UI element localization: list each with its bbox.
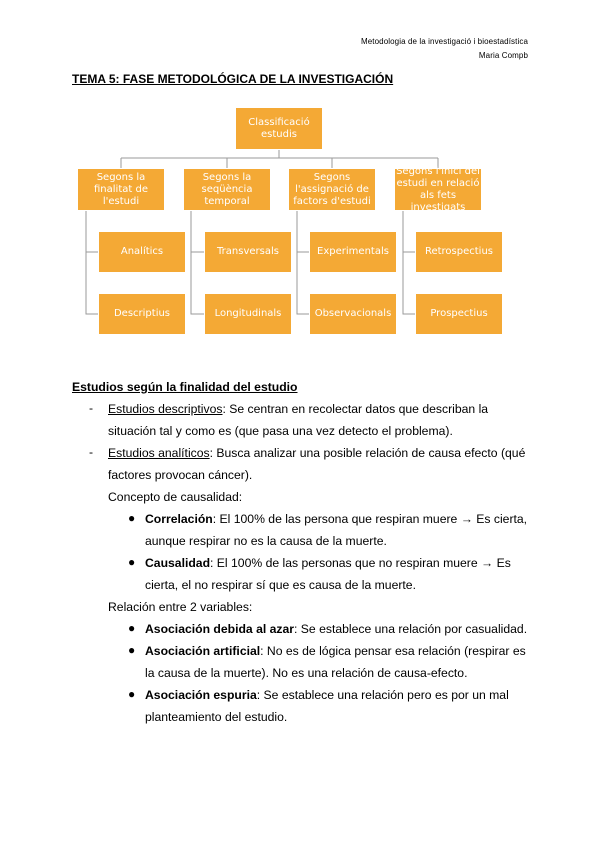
cat1-link-b	[86, 252, 98, 314]
section-title: Estudios según la finalidad del estudio	[72, 380, 298, 394]
term-azar: Asociación debida al azar	[145, 622, 295, 636]
diagram-leaf-transversals: Transversals	[204, 231, 292, 273]
diagram-leaf-analitics: Analítics	[98, 231, 186, 273]
dash-marker: -	[89, 445, 94, 459]
item-correlacion	[145, 508, 537, 552]
text-espuria-2: planteamiento del estudio.	[145, 710, 288, 724]
cat2-link-b	[191, 252, 204, 314]
diagram-category-finalitat: Segons la finalitat de l'estudi	[77, 168, 165, 211]
text-espuria-1: : Se establece una relación pero es por un mal	[256, 688, 509, 702]
header-author: Maria Compb	[478, 51, 528, 60]
cat3-link-b	[297, 252, 309, 314]
cat4-link-b	[403, 252, 415, 314]
item-descriptivos	[108, 398, 538, 442]
term-descriptivos: Estudios descriptivos	[108, 402, 223, 416]
term-causalidad: Causalidad	[145, 556, 211, 570]
text-azar: : Se establece una relación por casualidad.	[294, 622, 528, 636]
diagram-leaf-experimentals: Experimentals	[309, 231, 397, 273]
bullet-marker: ●	[128, 511, 136, 525]
text-descriptivos-2: situación tal y como es (que pasa una vez detecto el problema).	[108, 424, 453, 438]
bullet-marker: ●	[128, 643, 136, 657]
diagram-category-inici: Segons l'inici del estudi en relació als fets investigats	[394, 168, 482, 211]
diagram-leaf-retrospectius: Retrospectius	[415, 231, 503, 273]
diagram-leaf-descriptius: Descriptius	[98, 293, 186, 335]
diagram-leaf-prospectius: Prospectius	[415, 293, 503, 335]
text-artificial-1: : No es de lógica pensar esa relación (respirar es	[260, 644, 526, 658]
diagram-leaf-observacionals: Observacionals	[309, 293, 397, 335]
diagram-category-assignacio: Segons l'assignació de factors d'estudi	[288, 168, 376, 211]
cat4-link-a	[403, 211, 415, 252]
term-analiticos: Estudios analíticos	[108, 446, 210, 460]
cat2-link-a	[191, 211, 204, 252]
bullet-marker: ●	[128, 621, 136, 635]
item-analiticos	[108, 442, 538, 508]
text-correlacion-1: : El 100% de las persona que respiran muere → Es cierta,	[212, 512, 528, 526]
diagram-root: Classificació estudis	[235, 107, 323, 150]
page-title: TEMA 5: FASE METODOLÓGICA DE LA INVESTIGACIÓN	[72, 72, 394, 86]
text-artificial-2: la causa de la muerte). No es una relación de causa-efecto.	[145, 666, 468, 680]
bullet-marker: ●	[128, 555, 136, 569]
text-analiticos-1: : Busca analizar una posible relación de causa efecto (qué	[209, 446, 526, 460]
diagram-leaf-longitudinals: Longitudinals	[204, 293, 292, 335]
diagram-category-sequencia: Segons la seqüència temporal	[183, 168, 271, 211]
dash-marker: -	[89, 401, 94, 415]
cat1-link-a	[86, 211, 98, 252]
cat3-link-a	[297, 211, 309, 252]
item-azar	[145, 618, 537, 640]
relacion-intro: Relación entre 2 variables:	[108, 600, 253, 614]
term-espuria: Asociación espuria	[145, 688, 257, 702]
text-causalidad-1: : El 100% de las personas que no respiran muere → Es	[210, 556, 511, 570]
text-descriptivos-1: : Se centran en recolectar datos que describan la	[222, 402, 489, 416]
text-analiticos-2: factores provocan cáncer).	[108, 468, 253, 482]
bullet-marker: ●	[128, 687, 136, 701]
item-artificial	[145, 640, 537, 684]
causalidad-intro: Concepto de causalidad:	[108, 490, 243, 504]
header-subject: Metodologia de la investigació i bioestadística	[360, 37, 528, 46]
item-causalidad	[145, 552, 537, 596]
item-espuria	[145, 684, 537, 728]
term-artificial: Asociación artificial	[145, 644, 261, 658]
term-correlacion: Correlación	[145, 512, 213, 526]
text-causalidad-2: cierta, el no respirar sí que es causa de la muerte.	[145, 578, 416, 592]
text-correlacion-2: aunque respirar no es la causa de la muerte.	[145, 534, 387, 548]
